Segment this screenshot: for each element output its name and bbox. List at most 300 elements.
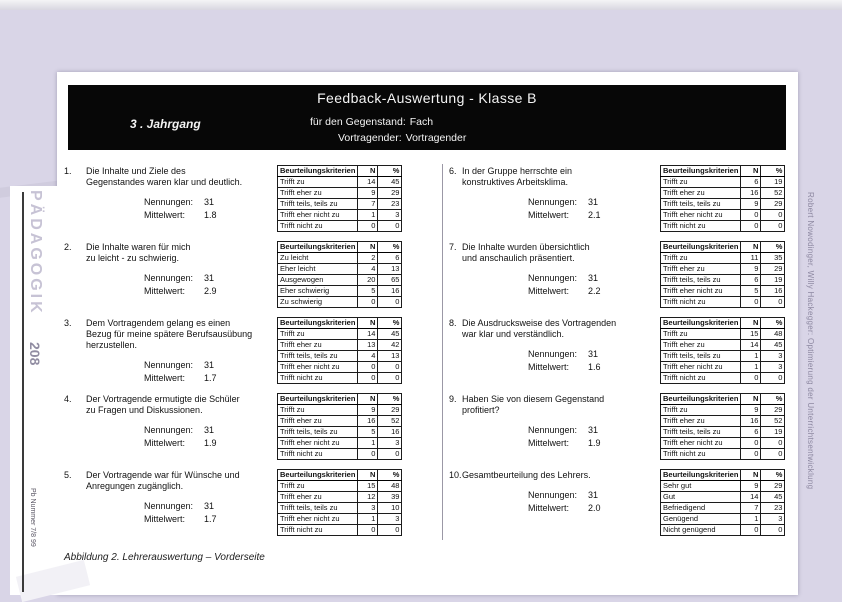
nennungen-value: 31 <box>204 197 215 207</box>
criteria-table-header-row <box>278 242 402 253</box>
criteria-table-row <box>661 503 785 514</box>
criteria-table-row <box>278 514 402 525</box>
criteria-header-cell: Beurteilungskriterien <box>661 470 741 481</box>
criteria-table-row <box>278 188 402 199</box>
figure-caption: Abbildung 2. Lehrerauswertung – Vorderseite <box>64 552 265 563</box>
criteria-table-row <box>278 297 402 308</box>
criteria-table-row <box>661 210 785 221</box>
criteria-cell: Trifft zu <box>278 405 358 416</box>
criteria-cell: Trifft nicht zu <box>661 221 741 232</box>
item-text-line: Der Vortragende war für Wünsche und <box>86 470 240 480</box>
n-cell: 5 <box>358 427 378 438</box>
item-number: 6. <box>449 166 457 176</box>
item-text-line: Die Inhalte wurden übersichtlich <box>462 242 590 252</box>
mittelwert-label: Mittelwert: <box>528 362 570 372</box>
n-cell: 20 <box>358 275 378 286</box>
criteria-table-row <box>661 177 785 188</box>
criteria-table <box>277 165 402 232</box>
criteria-cell: Trifft teils, teils zu <box>661 275 741 286</box>
criteria-table-row <box>278 427 402 438</box>
percent-cell: 3 <box>378 210 402 221</box>
percent-cell: 45 <box>761 340 785 351</box>
criteria-table-row <box>661 427 785 438</box>
criteria-cell: Zu schwierig <box>278 297 358 308</box>
criteria-cell: Trifft eher zu <box>278 188 358 199</box>
n-cell: 0 <box>741 210 761 221</box>
n-header-cell: N <box>741 470 761 481</box>
criteria-header-cell: Beurteilungskriterien <box>661 394 741 405</box>
item-text-line: Der Vortragende ermutigte die Schüler <box>86 394 240 404</box>
criteria-table-row <box>278 199 402 210</box>
criteria-cell: Trifft teils, teils zu <box>661 427 741 438</box>
percent-cell: 29 <box>761 199 785 210</box>
gegenstand-value: Fach <box>409 116 434 128</box>
n-cell: 1 <box>741 514 761 525</box>
n-cell: 0 <box>741 449 761 460</box>
criteria-table <box>277 317 402 384</box>
percent-cell: 3 <box>761 362 785 373</box>
mittelwert-value: 2.9 <box>204 286 217 296</box>
item-text-line: Dem Vortragendem gelang es einen <box>86 318 231 328</box>
percent-cell: 3 <box>761 351 785 362</box>
percent-cell: 19 <box>761 275 785 286</box>
criteria-table-row <box>661 514 785 525</box>
n-cell: 3 <box>358 503 378 514</box>
n-cell: 0 <box>741 221 761 232</box>
percent-cell: 0 <box>378 449 402 460</box>
criteria-cell: Trifft nicht zu <box>278 221 358 232</box>
item-number: 5. <box>64 470 72 480</box>
n-header-cell: N <box>741 394 761 405</box>
item-text-line: und anschaulich präsentiert. <box>462 253 575 263</box>
n-cell: 7 <box>741 503 761 514</box>
criteria-table <box>660 393 785 460</box>
criteria-table-row <box>278 362 402 373</box>
percent-cell: 35 <box>761 253 785 264</box>
vortragender-label: Vortragender: <box>338 132 402 144</box>
n-cell: 9 <box>741 199 761 210</box>
vortragender-line <box>338 132 466 144</box>
n-cell: 1 <box>358 210 378 221</box>
criteria-table-header-row <box>278 318 402 329</box>
n-cell: 0 <box>358 362 378 373</box>
criteria-header-cell: Beurteilungskriterien <box>278 394 358 405</box>
criteria-cell: Trifft eher zu <box>278 340 358 351</box>
criteria-cell: Genügend <box>661 514 741 525</box>
percent-cell: 3 <box>761 514 785 525</box>
nennungen-label: Nennungen: <box>528 273 578 283</box>
n-cell: 5 <box>358 286 378 297</box>
criteria-cell: Trifft eher zu <box>661 264 741 275</box>
percent-header-cell: % <box>378 166 402 177</box>
criteria-cell: Trifft nicht zu <box>661 297 741 308</box>
n-cell: 1 <box>358 514 378 525</box>
percent-cell: 0 <box>761 297 785 308</box>
percent-cell: 52 <box>761 416 785 427</box>
criteria-table-row <box>278 492 402 503</box>
criteria-header-cell: Beurteilungskriterien <box>278 166 358 177</box>
n-cell: 0 <box>358 297 378 308</box>
n-cell: 0 <box>358 449 378 460</box>
item-number: 9. <box>449 394 457 404</box>
item-text-line: zu Fragen und Diskussionen. <box>86 405 203 415</box>
criteria-table-row <box>661 275 785 286</box>
nennungen-value: 31 <box>588 197 599 207</box>
percent-cell: 42 <box>378 340 402 351</box>
n-cell: 1 <box>741 362 761 373</box>
percent-cell: 10 <box>378 503 402 514</box>
criteria-table-header-row <box>278 166 402 177</box>
n-cell: 15 <box>358 481 378 492</box>
item-number: 1. <box>64 166 72 176</box>
n-cell: 9 <box>358 405 378 416</box>
criteria-cell: Trifft nicht zu <box>278 373 358 384</box>
feedback-item <box>64 391 444 467</box>
percent-cell: 0 <box>378 362 402 373</box>
criteria-table <box>660 241 785 308</box>
criteria-table-row <box>278 329 402 340</box>
criteria-cell: Trifft teils, teils zu <box>278 427 358 438</box>
criteria-table <box>660 165 785 232</box>
percent-header-cell: % <box>761 470 785 481</box>
mittelwert-value: 1.7 <box>204 373 217 383</box>
item-text-line: Bezug für meine spätere Berufsausübung <box>86 329 253 339</box>
criteria-cell: Trifft eher nicht zu <box>278 438 358 449</box>
mittelwert-label: Mittelwert: <box>528 503 570 513</box>
n-cell: 0 <box>741 525 761 536</box>
criteria-table-row <box>278 340 402 351</box>
item-number: 8. <box>449 318 457 328</box>
criteria-header-cell: Beurteilungskriterien <box>661 166 741 177</box>
nennungen-label: Nennungen: <box>144 501 194 511</box>
n-cell: 16 <box>741 188 761 199</box>
criteria-table-row <box>661 286 785 297</box>
criteria-table-row <box>278 351 402 362</box>
percent-cell: 19 <box>761 427 785 438</box>
criteria-header-cell: Beurteilungskriterien <box>278 470 358 481</box>
percent-header-cell: % <box>378 318 402 329</box>
n-cell: 6 <box>741 177 761 188</box>
criteria-table-header-row <box>278 394 402 405</box>
percent-cell: 29 <box>378 188 402 199</box>
n-header-cell: N <box>741 242 761 253</box>
n-cell: 4 <box>358 264 378 275</box>
nennungen-value: 31 <box>588 490 599 500</box>
criteria-cell: Trifft teils, teils zu <box>278 351 358 362</box>
criteria-table-row <box>661 264 785 275</box>
criteria-table-row <box>661 253 785 264</box>
mittelwert-value: 1.6 <box>588 362 601 372</box>
items-column-right <box>449 163 829 543</box>
criteria-cell: Trifft zu <box>278 481 358 492</box>
n-cell: 14 <box>741 492 761 503</box>
criteria-header-cell: Beurteilungskriterien <box>278 242 358 253</box>
mittelwert-label: Mittelwert: <box>528 286 570 296</box>
nennungen-value: 31 <box>204 273 215 283</box>
percent-cell: 48 <box>378 481 402 492</box>
issue-number-vertical: Pb Nummer 7/8 99 <box>29 488 36 547</box>
percent-cell: 0 <box>761 221 785 232</box>
item-text-line: war klar und verständlich. <box>462 329 565 339</box>
criteria-table-row <box>661 340 785 351</box>
percent-cell: 3 <box>378 438 402 449</box>
criteria-cell: Trifft zu <box>661 177 741 188</box>
nennungen-label: Nennungen: <box>528 349 578 359</box>
n-cell: 9 <box>358 188 378 199</box>
mittelwert-value: 2.2 <box>588 286 601 296</box>
n-cell: 1 <box>358 438 378 449</box>
n-header-cell: N <box>741 318 761 329</box>
item-number: 3. <box>64 318 72 328</box>
criteria-cell: Trifft eher nicht zu <box>278 362 358 373</box>
mittelwert-label: Mittelwert: <box>528 210 570 220</box>
scanner-edge-strip <box>0 0 842 10</box>
nennungen-value: 31 <box>588 273 599 283</box>
criteria-table-row <box>278 438 402 449</box>
nennungen-label: Nennungen: <box>528 425 578 435</box>
percent-cell: 0 <box>378 525 402 536</box>
n-cell: 14 <box>741 340 761 351</box>
percent-cell: 16 <box>761 286 785 297</box>
criteria-table-row <box>661 329 785 340</box>
criteria-table-row <box>278 264 402 275</box>
n-header-cell: N <box>358 470 378 481</box>
criteria-cell: Trifft eher zu <box>661 188 741 199</box>
percent-cell: 45 <box>378 329 402 340</box>
n-cell: 11 <box>741 253 761 264</box>
criteria-table-row <box>661 351 785 362</box>
criteria-table-header-row <box>661 242 785 253</box>
item-text-line: In der Gruppe herrschte ein <box>462 166 573 176</box>
n-cell: 4 <box>358 351 378 362</box>
criteria-table-row <box>278 275 402 286</box>
criteria-table-header-row <box>278 470 402 481</box>
criteria-cell: Gut <box>661 492 741 503</box>
criteria-table-row <box>278 221 402 232</box>
jahrgang-label: 3 . Jahrgang <box>130 117 201 131</box>
percent-cell: 19 <box>761 177 785 188</box>
criteria-header-cell: Beurteilungskriterien <box>278 318 358 329</box>
criteria-table <box>277 393 402 460</box>
feedback-item <box>449 163 829 239</box>
n-cell: 14 <box>358 177 378 188</box>
percent-header-cell: % <box>761 394 785 405</box>
criteria-table-row <box>278 503 402 514</box>
percent-cell: 52 <box>378 416 402 427</box>
criteria-table-header-row <box>661 470 785 481</box>
mittelwert-value: 2.0 <box>588 503 601 513</box>
page-spine-line <box>22 192 24 592</box>
criteria-cell: Trifft zu <box>661 253 741 264</box>
percent-cell: 0 <box>378 221 402 232</box>
criteria-cell: Trifft eher zu <box>278 416 358 427</box>
item-number: 10. <box>449 470 462 480</box>
item-text-line: Anregungen zugänglich. <box>86 481 184 491</box>
criteria-header-cell: Beurteilungskriterien <box>661 242 741 253</box>
n-cell: 13 <box>358 340 378 351</box>
criteria-table-row <box>278 373 402 384</box>
feedback-item <box>449 467 829 543</box>
criteria-table-row <box>661 221 785 232</box>
criteria-cell: Eher schwierig <box>278 286 358 297</box>
n-cell: 12 <box>358 492 378 503</box>
page-title: Feedback-Auswertung - Klasse B <box>317 90 537 106</box>
criteria-cell: Sehr gut <box>661 481 741 492</box>
nennungen-label: Nennungen: <box>144 425 194 435</box>
article-citation-vertical: Robert Nowodinger, Willy Hackegger: Optimierung der Unterrichtsentwicklung <box>806 192 815 490</box>
criteria-cell: Trifft zu <box>278 177 358 188</box>
criteria-table-row <box>278 286 402 297</box>
criteria-cell: Trifft eher nicht zu <box>661 286 741 297</box>
criteria-cell: Trifft eher nicht zu <box>661 210 741 221</box>
feedback-item <box>449 391 829 467</box>
percent-header-cell: % <box>378 470 402 481</box>
criteria-table-row <box>661 373 785 384</box>
n-cell: 0 <box>358 525 378 536</box>
percent-cell: 0 <box>761 373 785 384</box>
percent-cell: 39 <box>378 492 402 503</box>
n-cell: 0 <box>741 373 761 384</box>
criteria-cell: Trifft nicht zu <box>278 525 358 536</box>
nennungen-value: 31 <box>588 349 599 359</box>
percent-cell: 16 <box>378 286 402 297</box>
n-header-cell: N <box>358 166 378 177</box>
criteria-cell: Zu leicht <box>278 253 358 264</box>
item-number: 4. <box>64 394 72 404</box>
criteria-cell: Eher leicht <box>278 264 358 275</box>
criteria-cell: Trifft eher nicht zu <box>661 438 741 449</box>
n-cell: 2 <box>358 253 378 264</box>
percent-cell: 29 <box>378 405 402 416</box>
item-text-line: zu leicht - zu schwierig. <box>86 253 180 263</box>
criteria-table-row <box>278 449 402 460</box>
criteria-cell: Trifft zu <box>661 329 741 340</box>
n-cell: 14 <box>358 329 378 340</box>
criteria-cell: Trifft eher nicht zu <box>278 210 358 221</box>
nennungen-value: 31 <box>204 425 215 435</box>
n-cell: 0 <box>358 373 378 384</box>
n-cell: 9 <box>741 264 761 275</box>
vortragender-value: Vortragender <box>405 132 467 144</box>
criteria-table-row <box>278 253 402 264</box>
n-cell: 16 <box>358 416 378 427</box>
criteria-table-row <box>278 177 402 188</box>
feedback-item <box>64 163 444 239</box>
item-text-line: konstruktives Arbeitsklima. <box>462 177 569 187</box>
percent-cell: 23 <box>761 503 785 514</box>
criteria-table-row <box>661 405 785 416</box>
mittelwert-value: 1.8 <box>204 210 217 220</box>
item-text-line: Die Ausdrucksweise des Vortragenden <box>462 318 617 328</box>
criteria-table-row <box>278 481 402 492</box>
criteria-cell: Trifft teils, teils zu <box>661 199 741 210</box>
nennungen-label: Nennungen: <box>144 197 194 207</box>
mittelwert-label: Mittelwert: <box>144 373 186 383</box>
criteria-cell: Befriedigend <box>661 503 741 514</box>
criteria-table-header-row <box>661 166 785 177</box>
mittelwert-label: Mittelwert: <box>528 438 570 448</box>
criteria-table-row <box>278 405 402 416</box>
percent-cell: 0 <box>378 297 402 308</box>
mittelwert-label: Mittelwert: <box>144 514 186 524</box>
gegenstand-line <box>310 116 433 128</box>
percent-header-cell: % <box>378 394 402 405</box>
percent-cell: 13 <box>378 351 402 362</box>
percent-header-cell: % <box>378 242 402 253</box>
criteria-cell: Ausgewogen <box>278 275 358 286</box>
percent-header-cell: % <box>761 318 785 329</box>
n-cell: 9 <box>741 481 761 492</box>
criteria-table-row <box>278 525 402 536</box>
criteria-cell: Trifft eher zu <box>278 492 358 503</box>
nennungen-label: Nennungen: <box>528 490 578 500</box>
percent-cell: 16 <box>378 427 402 438</box>
n-cell: 15 <box>741 329 761 340</box>
criteria-cell: Trifft zu <box>661 405 741 416</box>
item-text-line: Gesamtbeurteilung des Lehrers. <box>462 470 591 480</box>
percent-cell: 52 <box>761 188 785 199</box>
percent-cell: 48 <box>761 329 785 340</box>
criteria-cell: Trifft eher zu <box>661 416 741 427</box>
criteria-table <box>660 317 785 384</box>
percent-cell: 29 <box>761 405 785 416</box>
item-text-line: Gegenstandes waren klar und deutlich. <box>86 177 243 187</box>
items-column-left <box>64 163 444 543</box>
percent-cell: 0 <box>761 210 785 221</box>
n-cell: 0 <box>741 297 761 308</box>
percent-cell: 23 <box>378 199 402 210</box>
n-cell: 6 <box>741 275 761 286</box>
criteria-table-row <box>661 481 785 492</box>
n-header-cell: N <box>358 394 378 405</box>
nennungen-label: Nennungen: <box>528 197 578 207</box>
percent-header-cell: % <box>761 166 785 177</box>
criteria-table-row <box>661 492 785 503</box>
percent-cell: 0 <box>378 373 402 384</box>
nennungen-label: Nennungen: <box>144 360 194 370</box>
item-number: 7. <box>449 242 457 252</box>
feedback-item <box>449 239 829 315</box>
criteria-table <box>277 469 402 536</box>
criteria-cell: Trifft eher nicht zu <box>661 362 741 373</box>
nennungen-value: 31 <box>204 501 215 511</box>
criteria-cell: Nicht genügend <box>661 525 741 536</box>
percent-cell: 29 <box>761 264 785 275</box>
mittelwert-value: 1.7 <box>204 514 217 524</box>
criteria-header-cell: Beurteilungskriterien <box>661 318 741 329</box>
mittelwert-value: 1.9 <box>204 438 217 448</box>
criteria-table-row <box>661 438 785 449</box>
mittelwert-label: Mittelwert: <box>144 286 186 296</box>
criteria-table-row <box>661 525 785 536</box>
criteria-cell: Trifft teils, teils zu <box>661 351 741 362</box>
percent-cell: 45 <box>761 492 785 503</box>
item-text-line: profitiert? <box>462 405 500 415</box>
n-cell: 6 <box>741 427 761 438</box>
criteria-cell: Trifft nicht zu <box>661 373 741 384</box>
feedback-item <box>64 315 444 391</box>
criteria-cell: Trifft teils, teils zu <box>278 503 358 514</box>
feedback-item <box>64 467 444 543</box>
criteria-table-header-row <box>661 394 785 405</box>
header-bar <box>68 85 786 150</box>
mittelwert-label: Mittelwert: <box>144 438 186 448</box>
criteria-table-row <box>661 199 785 210</box>
percent-cell: 6 <box>378 253 402 264</box>
n-cell: 5 <box>741 286 761 297</box>
n-header-cell: N <box>741 166 761 177</box>
percent-cell: 0 <box>761 438 785 449</box>
